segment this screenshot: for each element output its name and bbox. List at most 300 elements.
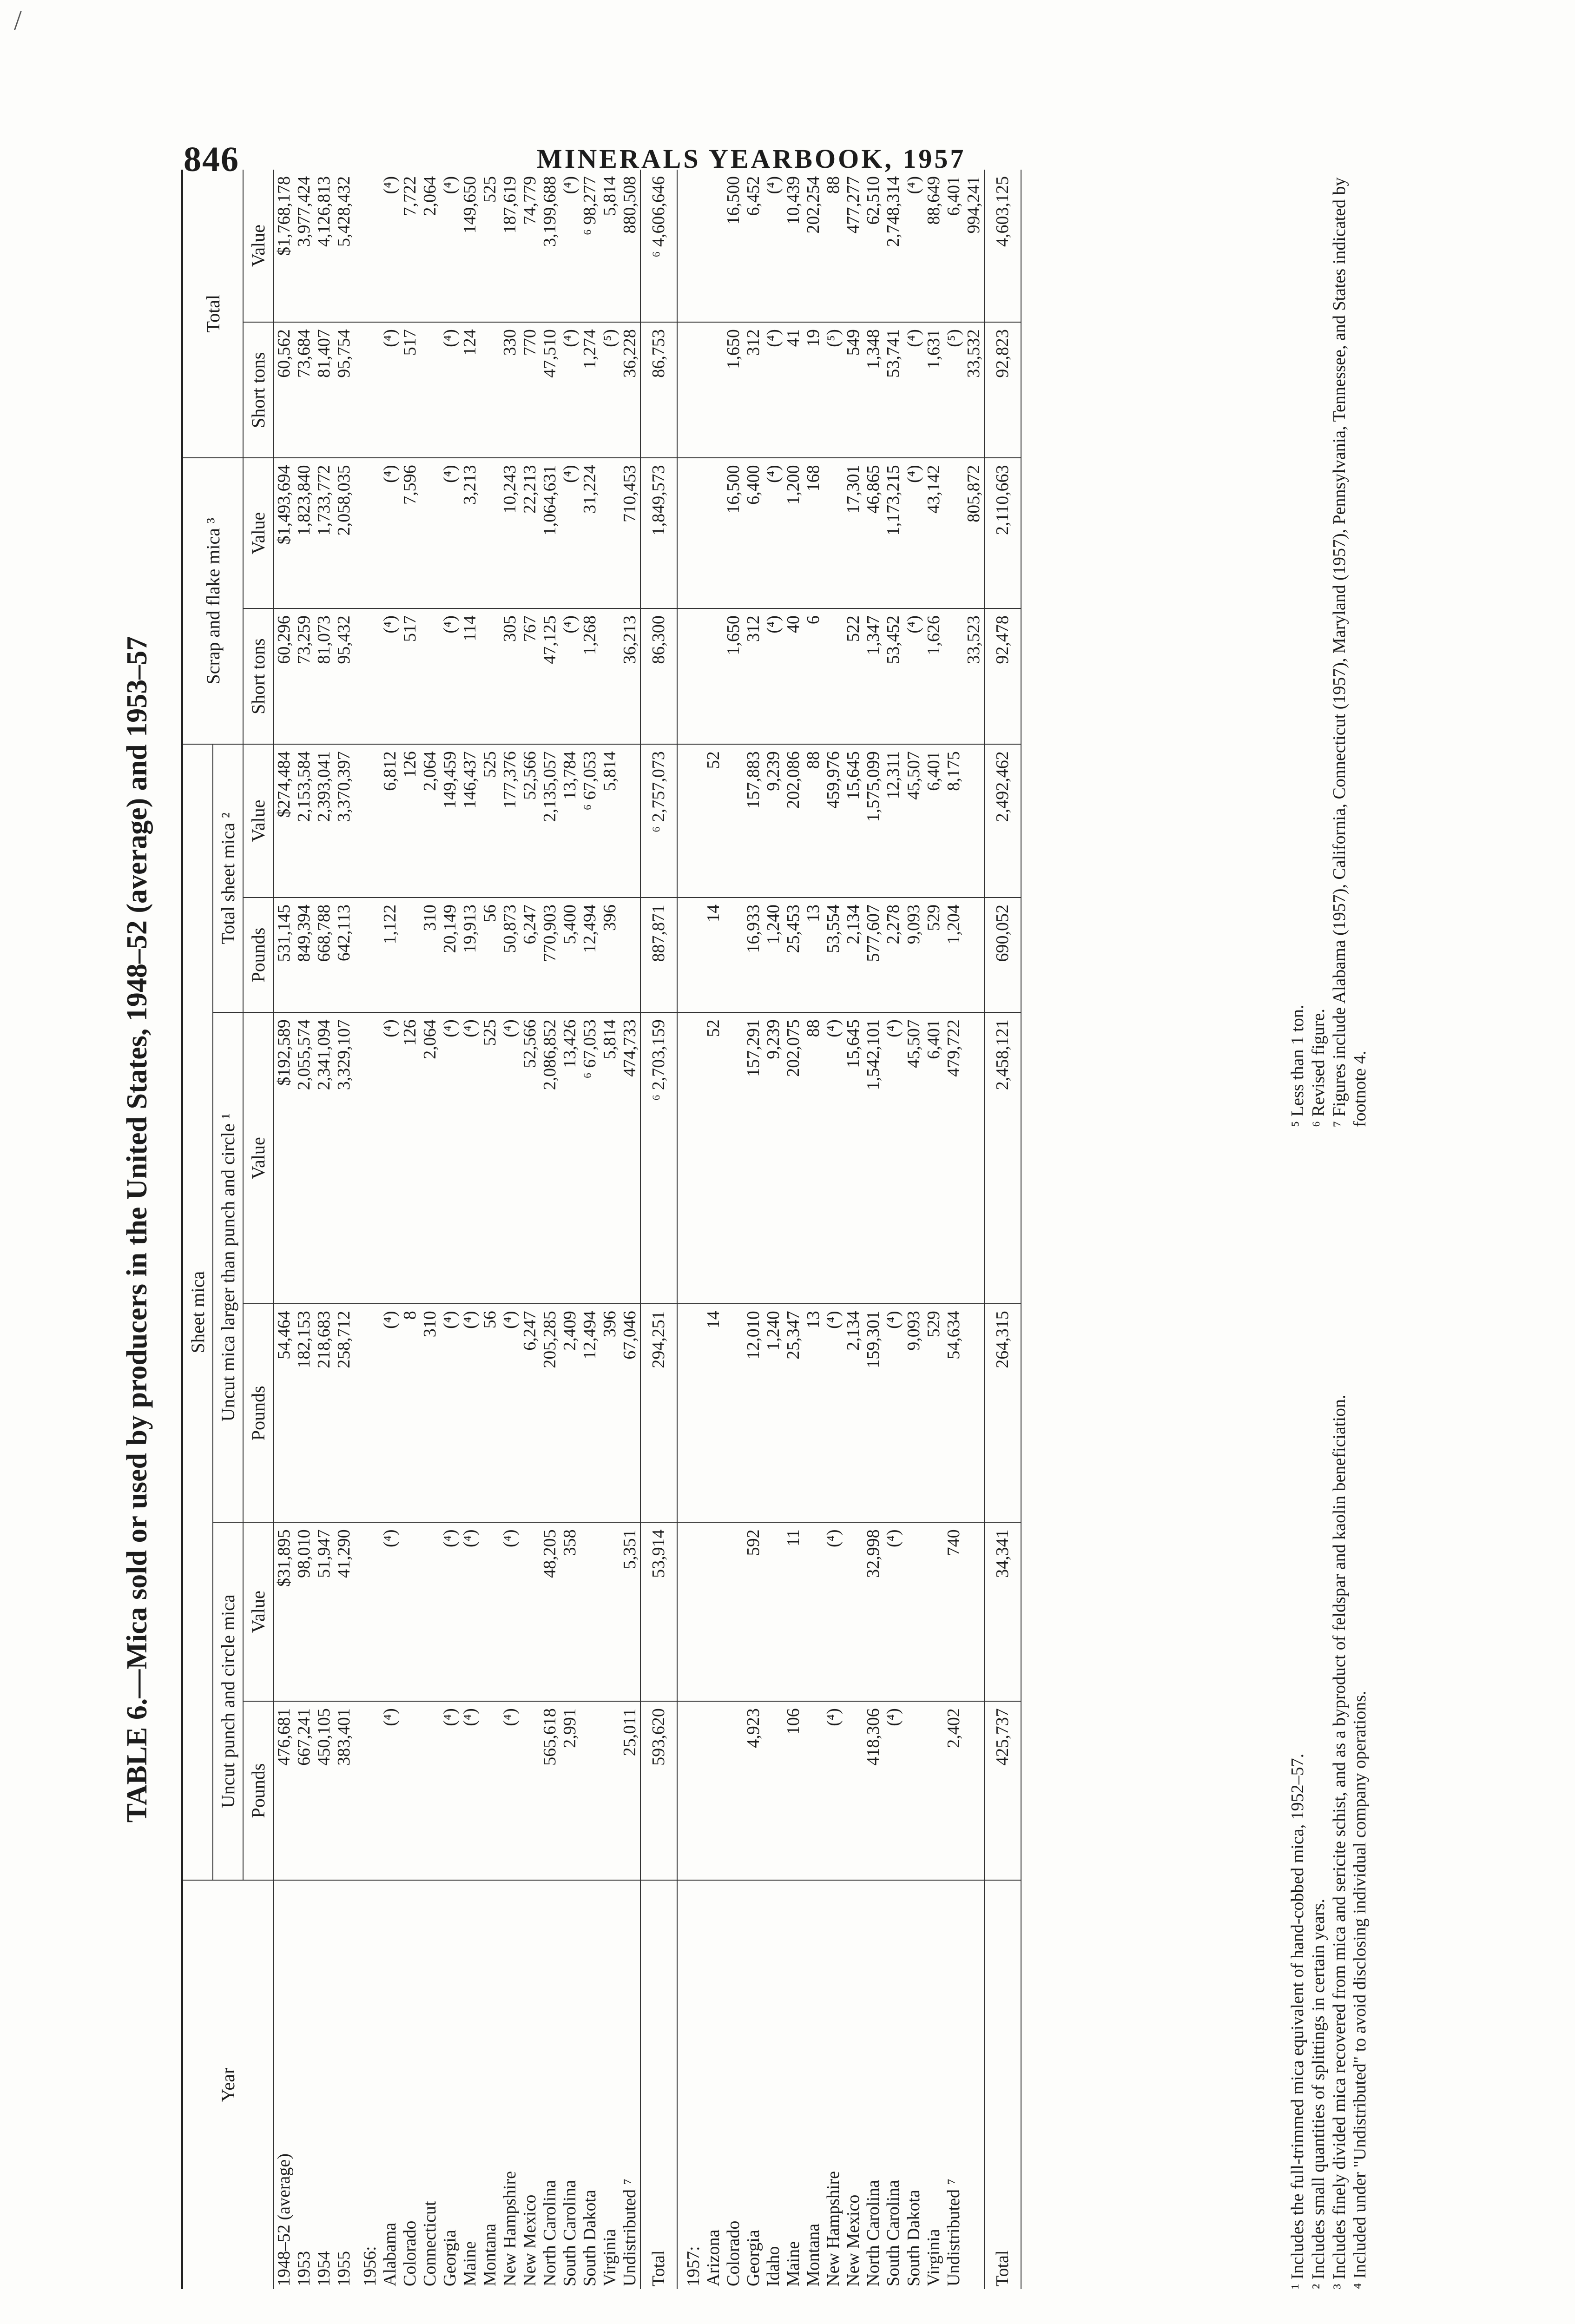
scrap-flake-header: Scrap and flake mica ³ [182,458,243,744]
table-cell: $1,768,178 [274,170,294,322]
table-cell: 474,733 [620,1012,640,1304]
table-cell: 2,055,574 [294,1012,314,1304]
table-cell: 149,650 [460,170,480,322]
table-cell [824,608,844,744]
table-cell [420,458,440,608]
table-cell: 667,241 [294,1701,314,1880]
table-cell: 6,401 [924,744,944,898]
table-row [883,170,903,2289]
row-label: Virginia [600,2229,620,2286]
row-label: Montana [480,2223,500,2286]
table-row [334,170,354,2289]
table-cell [964,1522,984,1701]
table-cell: 53,452 [883,608,903,744]
table-cell [944,458,964,608]
table-row [784,170,804,2289]
empty-cell [677,608,704,744]
footnote: ⁷ Figures include Alabama (1957), California, Connecticut (1957), Maryland (1957), Pennsylvania, Tennessee, and States indicated by footnote 4. [1329,177,1370,1127]
table-cell: 98,010 [294,1522,314,1701]
empty-cell [354,898,380,1012]
table-cell: 46,865 [863,458,883,608]
table-cell: 12,494 [580,1304,600,1522]
short-tons-header: Short tons [243,608,273,744]
table-cell: 770 [520,322,540,458]
table-cell: (⁴) [883,1701,903,1880]
table-cell [704,1701,724,1880]
empty-cell [354,744,380,898]
table-cell: (⁴) [824,1012,844,1304]
row-label: North Carolina [863,2179,883,2286]
table-cell: 2,153,584 [294,744,314,898]
table-cell: 31,224 [580,458,600,608]
table-cell: 740 [944,1522,964,1701]
table-row [314,170,334,2289]
table-cell: 48,205 [540,1522,560,1701]
table-cell: 168 [804,458,824,608]
table-cell [764,1701,784,1880]
section-label: 1956: [360,2246,380,2286]
table-cell: (⁴) [380,1522,400,1701]
table-cell [724,1522,744,1701]
rotated-table-block [121,170,1441,2289]
table-cell: 53,741 [883,322,903,458]
table-cell: 88 [804,744,824,898]
table-cell: 9,239 [764,1012,784,1304]
table-cell: 529 [924,1304,944,1522]
short-tons-header: Short tons [243,322,273,458]
table-cell [704,322,724,458]
table-cell: 149,459 [440,744,460,898]
table-cell: 2,135,057 [540,744,560,898]
table-cell: 52,566 [520,744,540,898]
sheet-mica-header: Sheet mica [182,744,213,1880]
row-label: South Carolina [560,2179,580,2286]
empty-cell [354,322,380,458]
table-cell: 6,812 [380,744,400,898]
footnotes-right [1287,174,1371,1127]
table-cell: 517 [400,322,420,458]
table-cell: 592 [744,1522,764,1701]
table-cell: 13 [804,1304,824,1522]
table-cell [804,1701,824,1880]
table-cell: (⁴) [500,1304,520,1522]
row-label: South Dakota [580,2190,600,2286]
footnotes-left [1287,1174,1371,2289]
table-cell: (⁴) [380,170,400,322]
table-cell: 218,683 [314,1304,334,1522]
table-cell [844,1522,863,1701]
table-cell: 294,251 [640,1304,677,1522]
table-body [274,170,1021,2289]
table-cell: (⁴) [460,1304,480,1522]
total-sheet-header: Total sheet mica ² [213,744,243,1012]
table-cell: 22,213 [520,458,540,608]
table-cell: 690,052 [984,898,1021,1012]
table-cell: 126 [400,1012,420,1304]
page-corner-mark: / [14,5,22,36]
row-label: Colorado [724,2220,744,2286]
table-cell: (⁴) [380,1012,400,1304]
table-cell: 418,306 [863,1701,883,1880]
table-cell [824,458,844,608]
year-header: Year [182,1880,274,2289]
table-cell: 15,645 [844,744,863,898]
table-title: TABLE 6.—Mica sold or used by producers in the United States, 1948–52 (average) and 1953–57 [121,636,153,1823]
table-cell [764,1522,784,1701]
table-cell: 73,259 [294,608,314,744]
table-cell: 106 [784,1701,804,1880]
table-cell: 5,814 [600,1012,620,1304]
row-label: New Hampshire [500,2171,520,2286]
table-cell: (⁴) [904,170,924,322]
table-cell: 710,453 [620,458,640,608]
table-cell: (⁴) [460,1012,480,1304]
table-cell [400,1701,420,1880]
table-cell: 16,500 [724,458,744,608]
table-cell: 477,277 [844,170,863,322]
table-cell [620,898,640,1012]
row-label: Maine [784,2241,804,2286]
footnote: ⁴ Included under "Undistributed" to avoid disclosing individual company operations. [1350,1690,1370,2289]
table-cell [520,1522,540,1701]
pounds-header: Pounds [243,1304,273,1522]
table-cell: 517 [400,608,420,744]
table-cell: 74,779 [520,170,540,322]
table-row [844,170,863,2289]
row-label: New Mexico [844,2194,863,2286]
table-cell [400,898,420,1012]
table-cell: 1,849,573 [640,458,677,608]
empty-cell [677,1522,704,1701]
footnote: ³ Includes finely divided mica recovered from mica and sericite schist, and as a byproduct of feldspar and kaolin beneficiation. [1329,1394,1349,2289]
table-cell: 3,213 [460,458,480,608]
table-cell: 16,500 [724,170,744,322]
table-cell: (⁴) [440,1522,460,1701]
table-cell: 32,998 [863,1522,883,1701]
table-cell: 459,976 [824,744,844,898]
uncut-larger-header: Uncut mica larger than punch and circle ¹ [213,1012,243,1522]
table-cell: 14 [704,898,724,1012]
table-cell [844,1701,863,1880]
table-cell: 146,437 [460,744,480,898]
empty-cell [677,458,704,608]
table-cell: 13,426 [560,1012,580,1304]
table-row [540,170,560,2289]
table-cell: 187,619 [500,170,520,322]
table-cell: 177,376 [500,744,520,898]
table-cell: 52,566 [520,1012,540,1304]
table-row [944,170,964,2289]
table-cell: 1,650 [724,322,744,458]
table-row [824,170,844,2289]
table-cell: 88,649 [924,170,944,322]
table-cell: 3,329,107 [334,1012,354,1304]
table-cell: (⁵) [600,322,620,458]
table-cell: (⁴) [560,458,580,608]
table-cell [724,1304,744,1522]
table-cell: 9,093 [904,1304,924,1522]
table-cell [704,170,724,322]
table-cell: 642,113 [334,898,354,1012]
table-cell: 770,903 [540,898,560,1012]
table-cell: 2,064 [420,170,440,322]
table-cell: 62,510 [863,170,883,322]
table-cell: 56 [480,898,500,1012]
table-cell: 3,199,688 [540,170,560,322]
table-cell [724,1701,744,1880]
row-label: Colorado [400,2220,420,2286]
table-cell: 86,300 [640,608,677,744]
table-cell: 1,823,840 [294,458,314,608]
table-cell: 9,093 [904,898,924,1012]
table-cell: 994,241 [964,170,984,322]
table-cell: 2,278 [883,898,903,1012]
row-label: Maine [460,2241,480,2286]
total-row-1956 [640,170,677,2289]
table-cell: 1,626 [924,608,944,744]
table-cell [964,1701,984,1880]
table-cell: 2,492,462 [984,744,1021,898]
table-cell: 2,341,094 [314,1012,334,1304]
table-cell: 1,064,631 [540,458,560,608]
table-cell: 4,923 [744,1701,764,1880]
table-cell [600,1701,620,1880]
table-cell: (⁴) [904,458,924,608]
table-cell: 36,228 [620,322,640,458]
empty-cell [677,898,704,1012]
table-cell [480,458,500,608]
table-cell [480,608,500,744]
table-row [964,170,984,2289]
table-cell: 531,145 [274,898,294,1012]
table-cell [400,1522,420,1701]
table-cell: 41 [784,322,804,458]
table-cell: 4,603,125 [984,170,1021,322]
table-cell: 41,290 [334,1522,354,1701]
table-cell: 383,401 [334,1701,354,1880]
row-label: Montana [804,2223,824,2286]
table-cell: 88 [804,1012,824,1304]
table-cell: 425,737 [984,1701,1021,1880]
table-row [380,170,400,2289]
row-label: New Mexico [520,2194,540,2286]
table-cell: (⁵) [944,322,964,458]
table-cell: (⁴) [380,608,400,744]
footnote: ⁵ Less than 1 ton. [1288,1004,1307,1127]
table-cell: 13,784 [560,744,580,898]
table-cell: (⁴) [904,608,924,744]
row-label: Total [984,1880,1021,2289]
table-cell [904,1522,924,1701]
table-cell [964,1012,984,1304]
table-cell: 159,301 [863,1304,883,1522]
table-row [863,170,883,2289]
table-cell: 2,086,852 [540,1012,560,1304]
table-cell: 1,631 [924,322,944,458]
table-cell: $274,484 [274,744,294,898]
empty-cell [354,1304,380,1522]
table-cell: 880,508 [620,170,640,322]
table-cell: (⁴) [883,1304,903,1522]
row-label: 1948–52 (average) [274,2153,294,2286]
table-cell: 2,458,121 [984,1012,1021,1304]
table-cell: 1,650 [724,608,744,744]
table-cell: ⁶ 2,703,159 [640,1012,677,1304]
table-row [460,170,480,2289]
table-cell: 60,296 [274,608,294,744]
value-header: Value [243,170,273,322]
empty-cell [677,322,704,458]
table-cell: 1,348 [863,322,883,458]
table-cell: (⁴) [460,1701,480,1880]
table-cell: 2,748,314 [883,170,903,322]
table-cell: 202,086 [784,744,804,898]
table-cell [964,898,984,1012]
table-cell [580,1701,600,1880]
row-label: New Hampshire [824,2171,844,2286]
table-cell: 476,681 [274,1701,294,1880]
table-cell [420,608,440,744]
table-cell: 396 [600,898,620,1012]
table-cell: 2,064 [420,1012,440,1304]
footnote: ¹ Includes the full-trimmed mica equivalent of hand-cobbed mica, 1952–57. [1288,1753,1307,2289]
total-row-1957 [984,170,1021,2289]
table-cell: 14 [704,1304,724,1522]
table-cell: 114 [460,608,480,744]
table-cell: 19 [804,322,824,458]
table-cell [944,608,964,744]
table-cell: 81,407 [314,322,334,458]
table-cell: 9,239 [764,744,784,898]
table-cell: 2,064 [420,744,440,898]
table-row [520,170,540,2289]
table-cell: 126 [400,744,420,898]
table-cell: 1,173,215 [883,458,903,608]
table-cell: 8 [400,1304,420,1522]
table-cell: 310 [420,898,440,1012]
table-row [560,170,580,2289]
empty-cell [677,170,704,322]
table-cell [904,1701,924,1880]
table-cell: 8,175 [944,744,964,898]
table-cell: 5,814 [600,170,620,322]
table-cell: (⁴) [764,322,784,458]
table-cell: 1,240 [764,1304,784,1522]
table-cell: 86,753 [640,322,677,458]
table-cell: ⁶ 67,053 [580,1012,600,1304]
table-cell [964,744,984,898]
table-cell [480,1522,500,1701]
table-cell [420,1522,440,1701]
row-label: Georgia [744,2230,764,2286]
table-cell: 20,149 [440,898,460,1012]
table-cell: 577,607 [863,898,883,1012]
mica-table [181,170,1021,2289]
table-cell [964,1304,984,1522]
row-label: 1953 [294,2251,314,2286]
table-cell: 310 [420,1304,440,1522]
table-cell: (⁴) [904,322,924,458]
table-cell: 358 [560,1522,580,1701]
table-cell: ⁶ 98,277 [580,170,600,322]
table-cell: (⁴) [440,1701,460,1880]
table-cell: 5,400 [560,898,580,1012]
table-row [580,170,600,2289]
table-cell: 805,872 [964,458,984,608]
row-label: Virginia [923,2229,943,2286]
table-cell: 54,464 [274,1304,294,1522]
table-cell: (⁵) [824,322,844,458]
table-cell: 88 [824,170,844,322]
table-cell: (⁴) [560,322,580,458]
table-cell: (⁴) [440,322,460,458]
table-row [620,170,640,2289]
empty-cell [354,1012,380,1304]
table-cell: 56 [480,1304,500,1522]
table-cell: 593,620 [640,1701,677,1880]
table-cell: 6,247 [520,1304,540,1522]
table-cell [620,744,640,898]
table-cell: 479,722 [944,1012,964,1304]
table-cell: 2,991 [560,1701,580,1880]
table-cell: 15,645 [844,1012,863,1304]
table-cell: 6,400 [744,458,764,608]
table-cell [704,458,724,608]
table-cell: $192,589 [274,1012,294,1304]
table-cell: 6,452 [744,170,764,322]
table-cell: 3,977,424 [294,170,314,322]
value-header: Value [243,744,273,898]
table-cell: 34,341 [984,1522,1021,1701]
table-cell: 45,507 [904,1012,924,1304]
table-cell [724,898,744,1012]
table-cell: 73,684 [294,322,314,458]
table-cell: 36,213 [620,608,640,744]
table-cell: 60,562 [274,322,294,458]
table-cell: 312 [744,608,764,744]
table-cell: 6,401 [924,1012,944,1304]
table-cell: 2,409 [560,1304,580,1522]
table-row [744,170,764,2289]
table-cell: 1,122 [380,898,400,1012]
value-header: Value [243,1012,273,1304]
table-row [724,170,744,2289]
table-cell: 54,634 [944,1304,964,1522]
table-cell: 52 [704,744,724,898]
table-cell: 525 [480,170,500,322]
table-row [400,170,420,2289]
table-cell: (⁴) [883,1522,903,1701]
table-cell: 47,125 [540,608,560,744]
total-header: Total [182,170,243,458]
row-label: 1955 [334,2251,354,2286]
table-cell: 1,575,099 [863,744,883,898]
table-cell: 525 [480,1012,500,1304]
table-cell [480,322,500,458]
table-cell: 6,401 [944,170,964,322]
table-cell [924,1701,944,1880]
row-label: Undistributed ⁷ [620,2179,640,2286]
table-row [500,170,520,2289]
table-cell: 1,200 [784,458,804,608]
empty-cell [354,608,380,744]
table-cell [480,1701,500,1880]
row-label: 1954 [314,2251,334,2286]
table-cell: 10,439 [784,170,804,322]
empty-cell [677,1701,704,1880]
row-label: South Dakota [903,2190,923,2286]
table-cell: 205,285 [540,1304,560,1522]
